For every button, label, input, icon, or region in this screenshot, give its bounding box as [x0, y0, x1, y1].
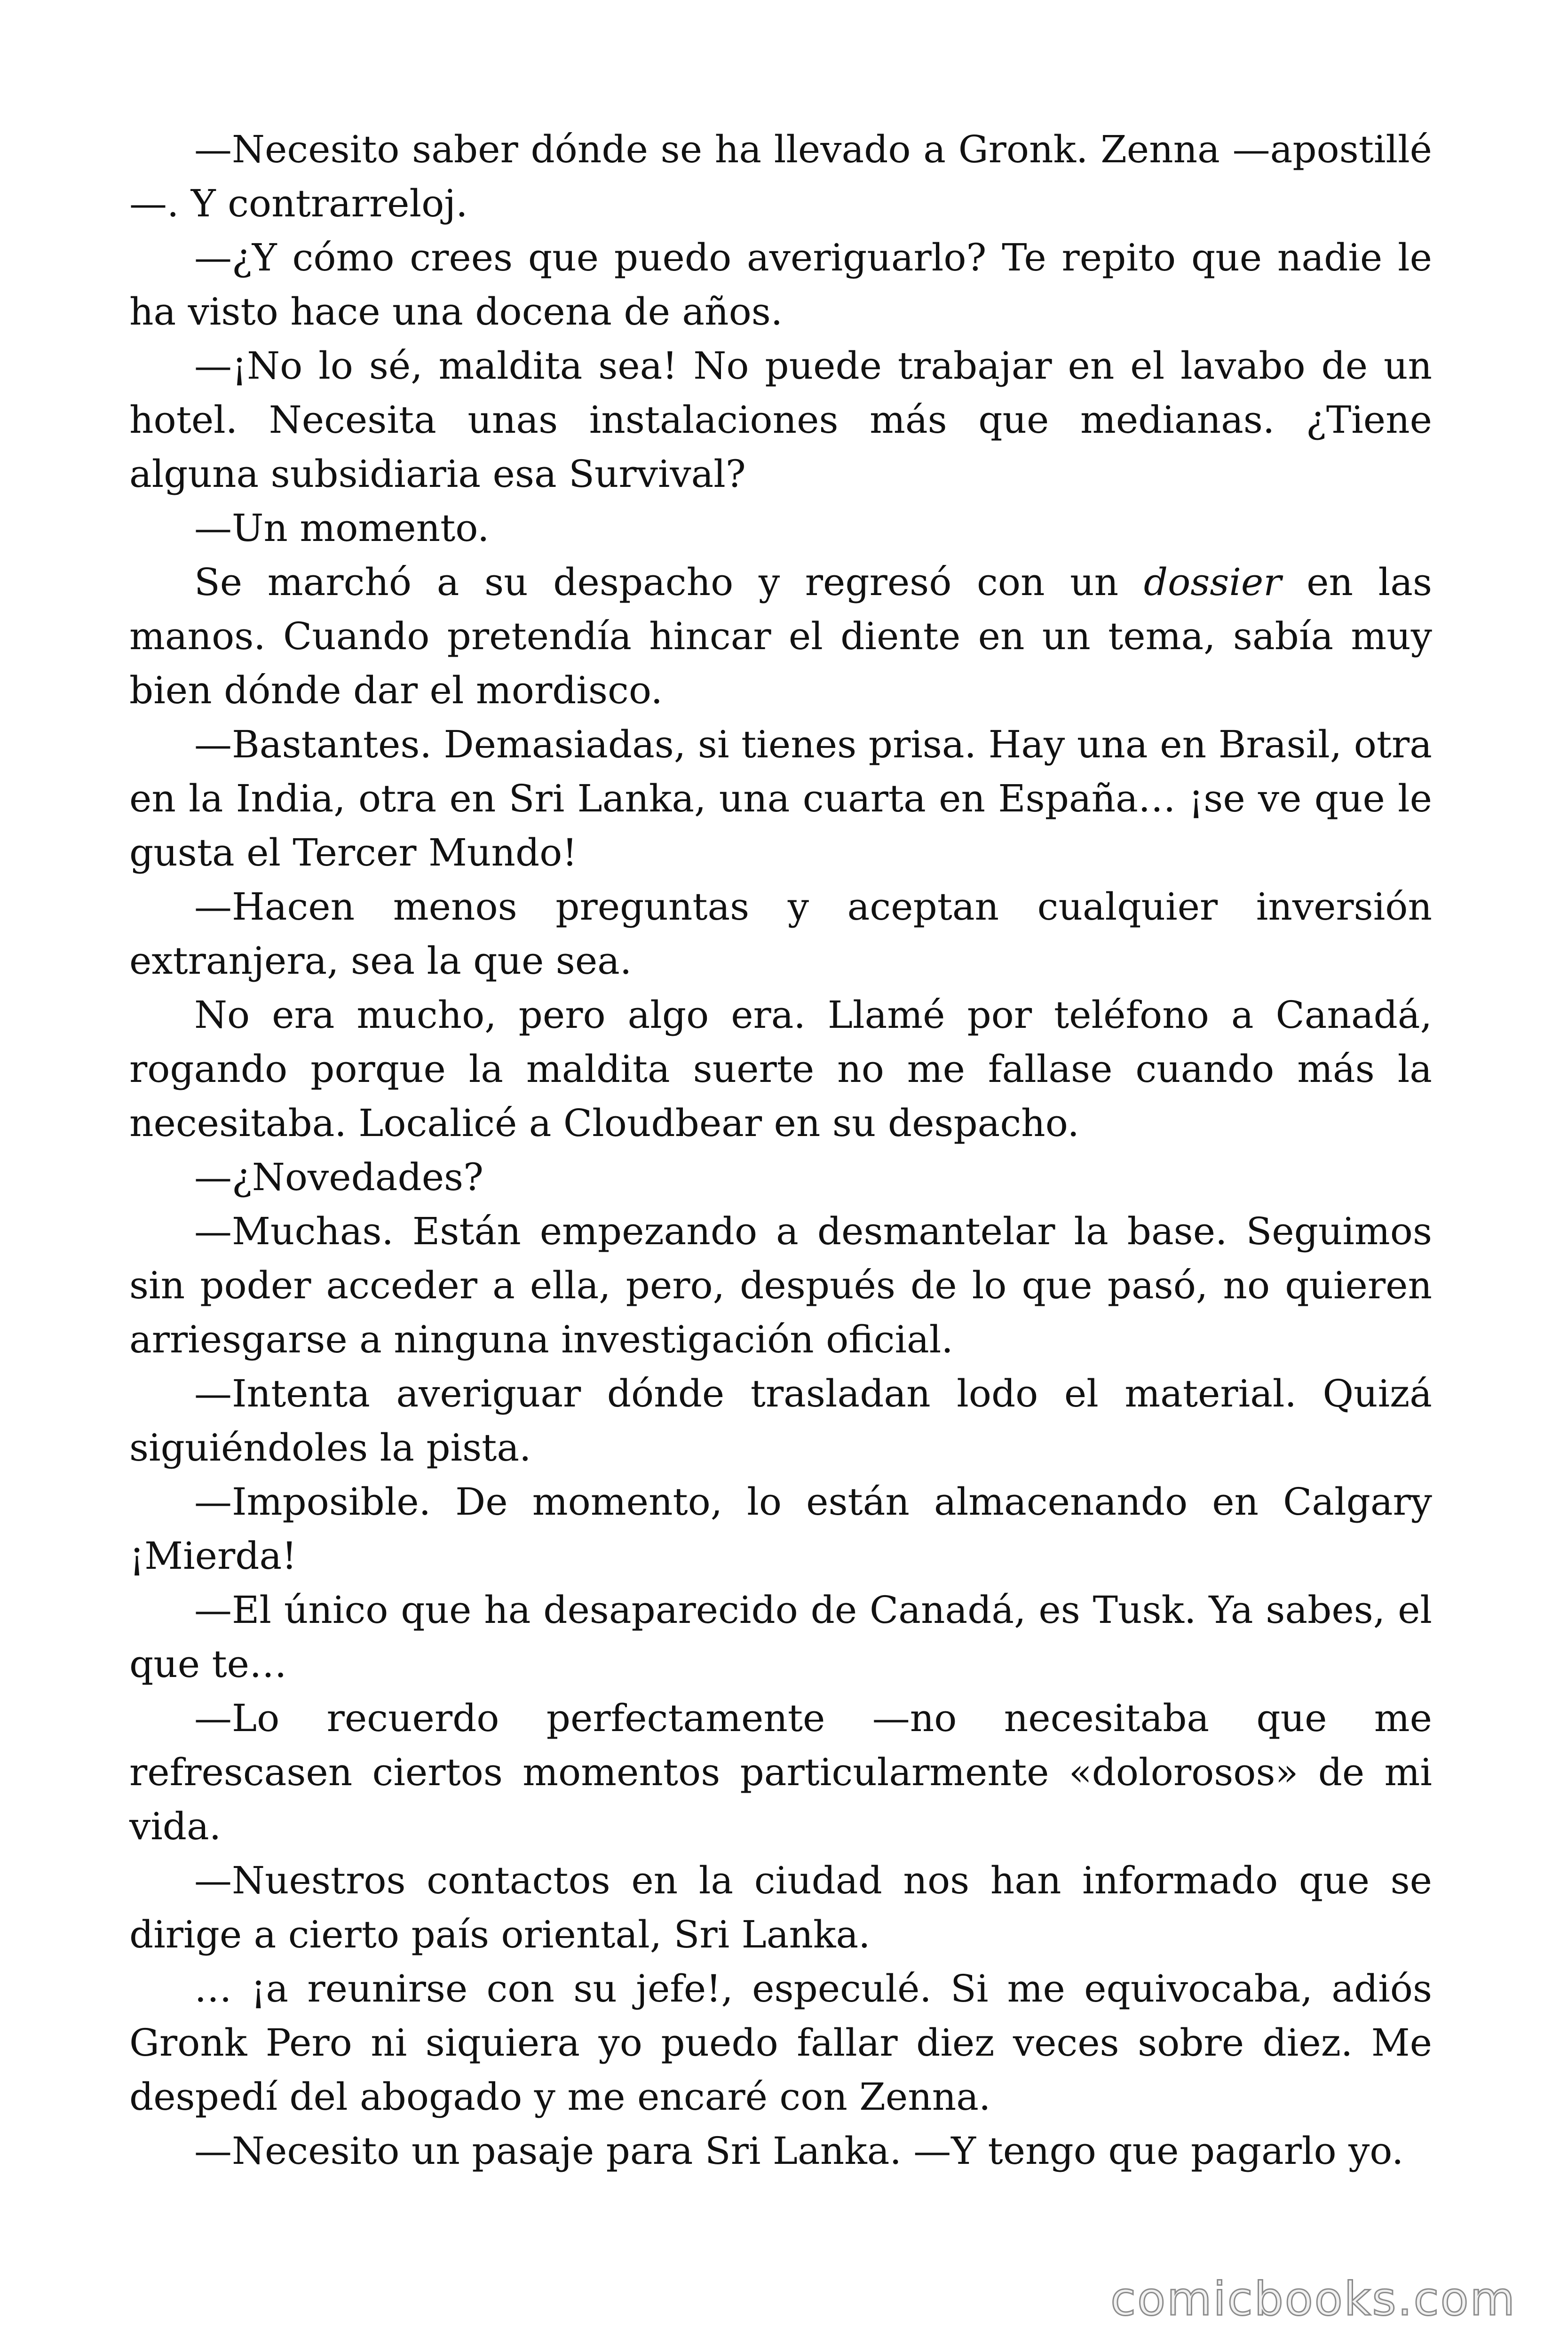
paragraph: —¿Y cómo crees que puedo averiguarlo? Te repito que nadie le ha visto hace una docena de años.: [129, 236, 1432, 334]
body-text: [129, 122, 1432, 2178]
paragraph: —¿Novedades?: [194, 1155, 483, 1199]
paragraph-text: Se marchó a su despacho y regresó con un: [194, 560, 1144, 604]
paragraph: … ¡a reunirse con su jefe!, especulé. Si me equivocaba, adiós Gronk Pero ni siquiera yo puedo fallar diez veces sobre diez. Me despedí del abogado y me encaré con Zenna.: [129, 1967, 1432, 2119]
paragraph: —Bastantes. Demasiadas, si tienes prisa. Hay una en Brasil, otra en la India, otra en Sri Lanka, una cuarta en España… ¡se ve que le gusta el Tercer Mundo!: [129, 723, 1432, 874]
paragraph: No era mucho, pero algo era. Llamé por teléfono a Canadá, rogando porque la maldita suerte no me fallase cuando más la necesitaba. Localicé a Cloudbear en su despacho.: [129, 993, 1432, 1145]
paragraph: —Necesito saber dónde se ha llevado a Gronk. Zenna —apostillé —. Y contrarreloj.: [129, 127, 1432, 225]
paragraph: —Intenta averiguar dónde trasladan lodo el material. Quizá siguiéndoles la pista.: [129, 1372, 1432, 1470]
paragraph: —Un momento.: [194, 506, 490, 550]
paragraph: —El único que ha desaparecido de Canadá, es Tusk. Ya sabes, el que te…: [129, 1588, 1432, 1686]
watermark: comicbooks.com: [1110, 2273, 1516, 2326]
paragraph: —Hacen menos preguntas y aceptan cualquier inversión extranjera, sea la que sea.: [129, 885, 1432, 983]
paragraph: —Necesito un pasaje para Sri Lanka. —Y tengo que pagarlo yo.: [194, 2129, 1404, 2173]
paragraph: —¡No lo sé, maldita sea! No puede trabajar en el lavabo de un hotel. Necesita unas instalaciones más que medianas. ¿Tiene alguna subsidiaria esa Survival?: [129, 344, 1432, 496]
paragraph: —Muchas. Están empezando a desmantelar la base. Seguimos sin poder acceder a ella, pero, después de lo que pasó, no quieren arriesgarse a ninguna investigación oficial.: [129, 1209, 1432, 1361]
paragraph: [129, 555, 1432, 717]
paragraph: —Nuestros contactos en la ciudad nos han informado que se dirige a cierto país oriental, Sri Lanka.: [129, 1859, 1432, 1956]
paragraph-text: en las manos. Cuando pretendía hincar el diente en un tema, sabía muy bien dónde dar el mordisco.: [129, 560, 1433, 712]
paragraph: —Lo recuerdo perfectamente —no necesitaba que me refrescasen ciertos momentos particularmente «dolorosos» de mi vida.: [129, 1696, 1432, 1848]
paragraph: —Imposible. De momento, lo están almacenando en Calgary ¡Mierda!: [129, 1480, 1432, 1578]
italic-word: dossier: [1143, 560, 1282, 604]
